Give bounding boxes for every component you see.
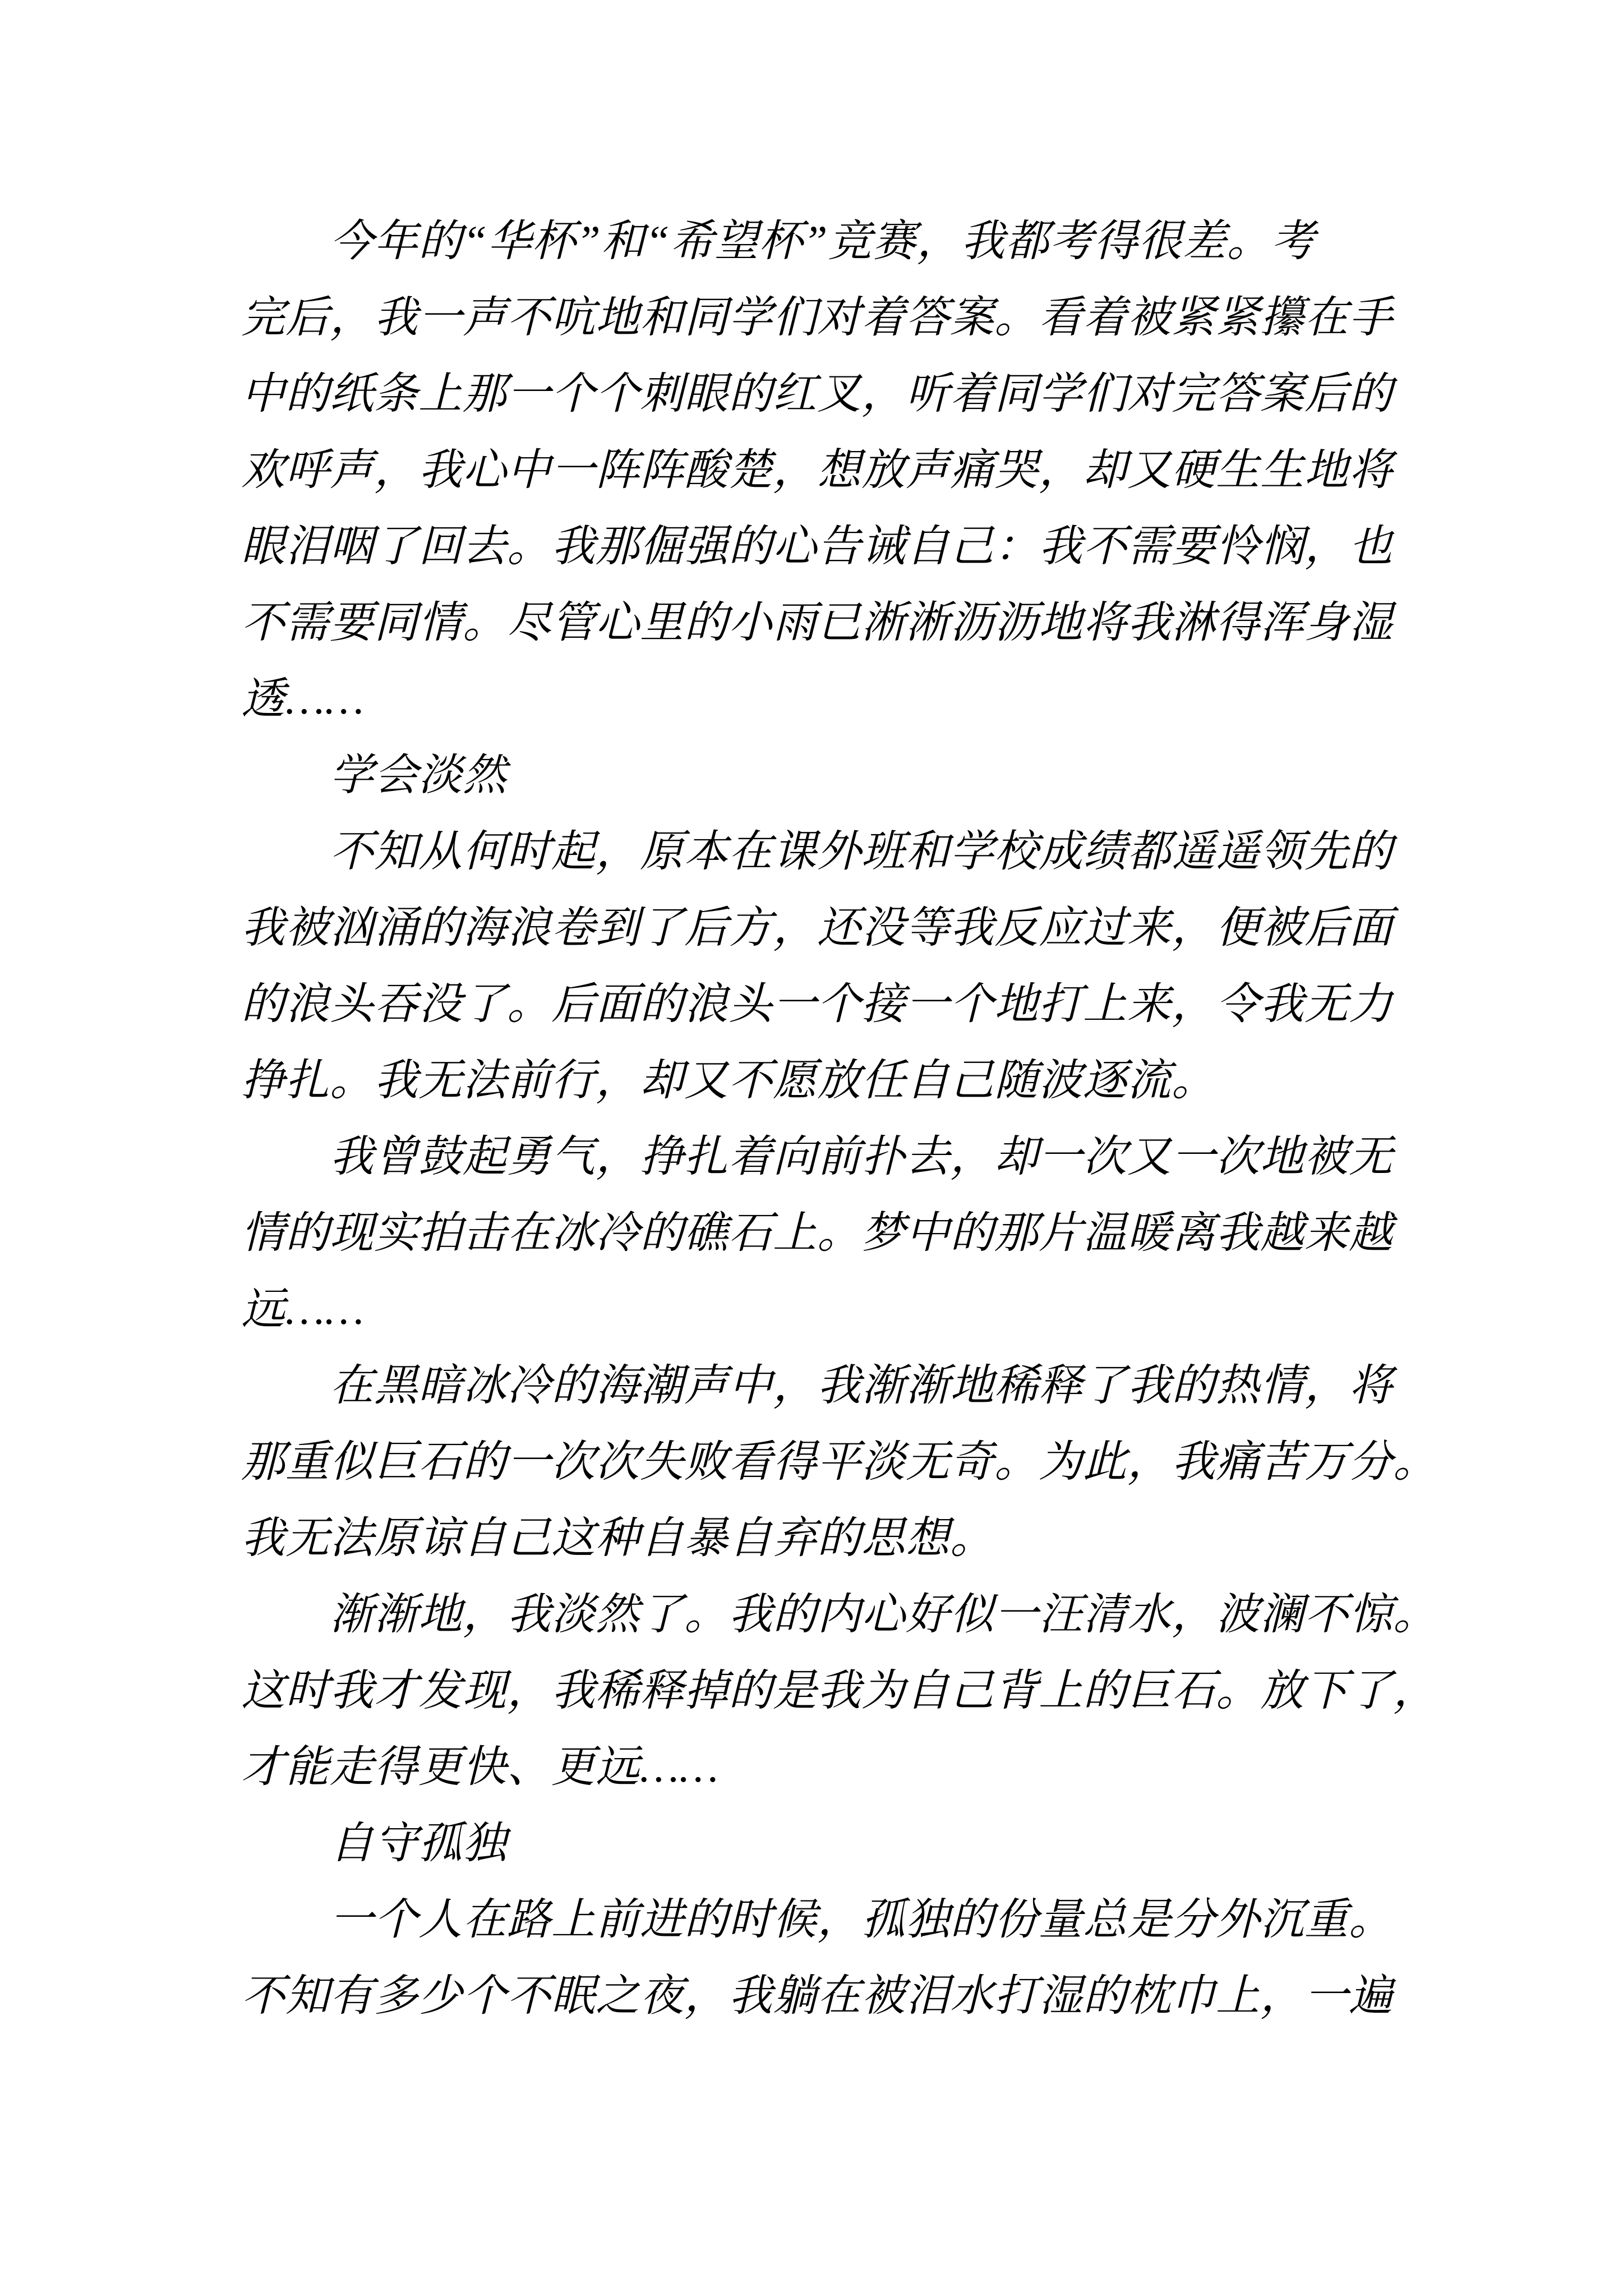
- text-line: 一个人在路上前进的时候，孤独的份量总是分外沉重。: [241, 1895, 1394, 1944]
- text-line: 情的现实拍击在冰冷的礁石上。梦中的那片温暖离我越来越: [241, 1208, 1394, 1257]
- essay-body: [241, 203, 1438, 2034]
- text-line: 那重似巨石的一次次失败看得平淡无奇。为此，我痛苦万分。: [241, 1437, 1438, 1486]
- text-line: 学会淡然: [241, 751, 508, 799]
- text-line: 才能走得更快、更远……: [241, 1742, 719, 1791]
- text-line: 我无法原谅自己这种自暴自弃的思想。: [241, 1513, 995, 1562]
- text-line: 完后，我一声不吭地和同学们对着答案。看着被紧紧攥在手: [241, 293, 1394, 342]
- text-line: 远……: [241, 1285, 365, 1333]
- text-line: 不需要同情。尽管心里的小雨已淅淅沥沥地将我淋得浑身湿: [241, 598, 1394, 647]
- text-line: 不知从何时起，原本在课外班和学校成绩都遥遥领先的: [241, 827, 1394, 876]
- text-line: 不知有多少个不眠之夜，我躺在被泪水打湿的枕巾上，一遍: [241, 1971, 1394, 2020]
- text-line: 我被汹涌的海浪卷到了后方，还没等我反应过来，便被后面: [241, 903, 1394, 952]
- text-line: 挣扎。我无法前行，却又不愿放任自己随波逐流。: [241, 1056, 1216, 1105]
- text-line: 欢呼声，我心中一阵阵酸楚，想放声痛哭，却又硬生生地将: [241, 445, 1394, 494]
- text-line: 的浪头吞没了。后面的浪头一个接一个地打上来，令我无力: [241, 979, 1394, 1028]
- text-line: 渐渐地，我淡然了。我的内心好似一汪清水，波澜不惊。: [241, 1590, 1438, 1639]
- text-line: 我曾鼓起勇气，挣扎着向前扑去，却一次又一次地被无: [241, 1132, 1394, 1181]
- text-line: 这时我才发现，我稀释掉的是我为自己背上的巨石。放下了，: [241, 1666, 1438, 1715]
- text-line: 今年的“华杯”和“希望杯”竞赛，我都考得很差。考: [241, 217, 1316, 265]
- text-line: 透……: [241, 674, 365, 723]
- text-line: 眼泪咽了回去。我那倔强的心告诫自己：我不需要怜悯，也: [241, 522, 1394, 570]
- text-line: 在黑暗冰冷的海潮声中，我渐渐地稀释了我的热情，将: [241, 1361, 1394, 1410]
- text-line: 中的纸条上那一个个刺眼的红叉，听着同学们对完答案后的: [241, 369, 1394, 418]
- text-line: 自守孤独: [241, 1819, 508, 1867]
